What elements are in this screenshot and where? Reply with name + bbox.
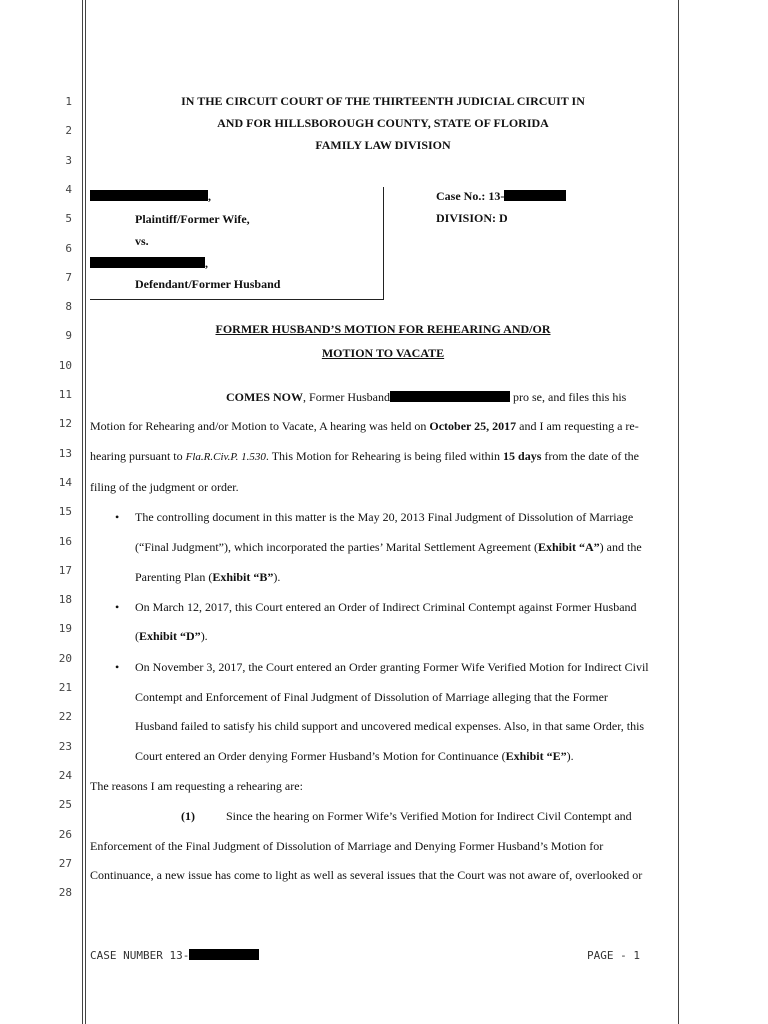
redaction-bar — [189, 949, 259, 960]
body-line-hearing-date: Motion for Rehearing and/or Motion to Vacate, A hearing was held on October 25, 2017 and I am requesting a re- — [90, 419, 639, 433]
footer-page-number: PAGE - 1 — [587, 949, 640, 962]
caption-divider-vertical — [383, 187, 384, 299]
line-number: 28 — [58, 886, 72, 899]
line-number: 3 — [65, 154, 72, 167]
line-number: 20 — [58, 652, 72, 665]
body-line-filing: filing of the judgment or order. — [90, 480, 239, 494]
bullet-1-line-2: (“Final Judgment”), which incorporated the parties’ Marital Settlement Agreement (Exhibit “A”) and the — [135, 540, 642, 554]
line-number: 8 — [65, 300, 72, 313]
line-number: 13 — [58, 447, 72, 460]
court-heading-line-1: IN THE CIRCUIT COURT OF THE THIRTEENTH JUDICIAL CIRCUIT IN — [181, 94, 585, 108]
line-number: 16 — [58, 535, 72, 548]
line-number: 10 — [58, 359, 72, 372]
line-number: 14 — [58, 476, 72, 489]
redaction-bar — [390, 391, 510, 402]
line-number: 25 — [58, 798, 72, 811]
court-heading-line-3: FAMILY LAW DIVISION — [315, 138, 451, 152]
right-margin-rule — [678, 0, 679, 1024]
line-number: 12 — [58, 417, 72, 430]
reasons-intro: The reasons I am requesting a rehearing are: — [90, 779, 303, 793]
line-number: 1 — [65, 95, 72, 108]
redaction-bar — [90, 257, 205, 268]
defendant-name: , — [90, 256, 208, 270]
left-margin-rule-inner — [85, 0, 86, 1024]
line-number: 2 — [65, 124, 72, 137]
defendant-label: Defendant/Former Husband — [135, 277, 281, 291]
line-number: 21 — [58, 681, 72, 694]
caption-divider-horizontal — [90, 299, 384, 300]
bullet-glyph: • — [115, 600, 120, 614]
plaintiff-name: , — [90, 189, 211, 203]
bullet-glyph: • — [115, 510, 120, 524]
redaction-bar — [90, 190, 208, 201]
left-margin-rule-outer — [82, 0, 83, 1024]
bullet-2-line-1: On March 12, 2017, this Court entered an Order of Indirect Criminal Contempt against Former Husband — [135, 600, 637, 614]
bullet-3-line-3: Husband failed to satisfy his child support and uncovered medical expenses. Also, in that same Order, this — [135, 719, 645, 733]
reason-1-line-1: Since the hearing on Former Wife’s Verified Motion for Indirect Civil Contempt and — [226, 809, 632, 823]
reason-1-number: (1) — [181, 809, 195, 823]
line-number: 15 — [58, 505, 72, 518]
bullet-3-line-4: Court entered an Order denying Former Husband’s Motion for Continuance (Exhibit “E”). — [135, 749, 574, 763]
plaintiff-label: Plaintiff/Former Wife, — [135, 212, 250, 226]
bullet-2-line-2: (Exhibit “D”). — [135, 629, 208, 643]
line-number: 18 — [58, 593, 72, 606]
body-line-comes-now: COMES NOW, Former Husband pro se, and files this his — [226, 390, 627, 404]
line-number: 11 — [58, 388, 72, 401]
bullet-glyph: • — [115, 660, 120, 674]
line-number: 23 — [58, 740, 72, 753]
court-heading-line-2: AND FOR HILLSBOROUGH COUNTY, STATE OF FLORIDA — [217, 116, 549, 130]
motion-title-line-2: MOTION TO VACATE — [321, 346, 445, 360]
line-number: 27 — [58, 857, 72, 870]
line-number: 24 — [58, 769, 72, 782]
bullet-3-line-2: Contempt and Enforcement of Final Judgment of Dissolution of Marriage alleging that the Former — [135, 690, 608, 704]
line-number: 7 — [65, 271, 72, 284]
division-label: DIVISION: D — [436, 211, 508, 225]
reason-1-line-3: Continuance, a new issue has come to light as well as several issues that the Court was not aware of, overlooked or — [90, 868, 643, 882]
line-number: 9 — [65, 329, 72, 342]
redaction-bar — [504, 190, 566, 201]
line-number: 19 — [58, 622, 72, 635]
case-number: Case No.: 13- — [436, 189, 566, 203]
body-line-rule: hearing pursuant to Fla.R.Civ.P. 1.530. This Motion for Rehearing is being filed within 15 days from the date of the — [90, 449, 639, 463]
line-number: 26 — [58, 828, 72, 841]
line-number: 17 — [58, 564, 72, 577]
line-number: 6 — [65, 242, 72, 255]
footer-case-number: CASE NUMBER 13- — [90, 949, 259, 962]
versus-text: vs. — [135, 234, 149, 248]
bullet-1-line-1: The controlling document in this matter is the May 20, 2013 Final Judgment of Dissolution of Marriage — [135, 510, 634, 524]
line-number: 4 — [65, 183, 72, 196]
bullet-1-line-3: Parenting Plan (Exhibit “B”). — [135, 570, 281, 584]
reason-1-line-2: Enforcement of the Final Judgment of Dissolution of Marriage and Denying Former Husband’s Motion for — [90, 839, 604, 853]
motion-title-line-1: FORMER HUSBAND’S MOTION FOR REHEARING AND/OR — [215, 322, 551, 336]
line-number: 22 — [58, 710, 72, 723]
bullet-3-line-1: On November 3, 2017, the Court entered an Order granting Former Wife Verified Motion for Indirect Civil — [135, 660, 649, 674]
line-number: 5 — [65, 212, 72, 225]
